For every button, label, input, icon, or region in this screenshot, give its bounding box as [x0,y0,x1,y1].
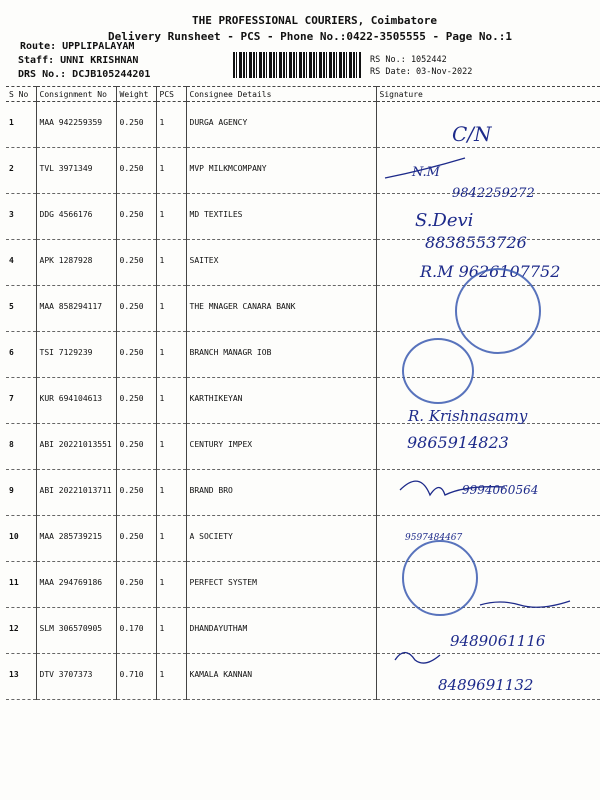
row-consignment: SLM 306570905 [36,608,116,654]
row-pcs: 1 [156,516,186,562]
row-pcs: 1 [156,470,186,516]
col-weight: Weight [116,87,156,102]
row-consignment: MAA 858294117 [36,286,116,332]
signature-8-phone: 9865914823 [407,433,509,452]
row-sno: 13 [6,654,36,700]
row-consignee: DHANDAYUTHAM [186,608,376,654]
row-weight: 0.250 [116,516,156,562]
row-consignment: MAA 285739215 [36,516,116,562]
row-consignment: MAA 942259359 [36,102,116,148]
row-weight: 0.250 [116,470,156,516]
row-sno: 3 [6,194,36,240]
row-pcs: 1 [156,424,186,470]
row-sno: 4 [6,240,36,286]
row-consignment: TVL 3971349 [36,148,116,194]
row-sno: 6 [6,332,36,378]
row-pcs: 1 [156,148,186,194]
signature-8-name: R. Krishnasamy [408,407,528,425]
row-consignment: DDG 4566176 [36,194,116,240]
staff-label: Staff: UNNI KRISHNAN [18,55,139,66]
row-pcs: 1 [156,608,186,654]
signature-stroke-13 [395,653,440,664]
row-consignee: A SOCIETY [186,516,376,562]
row-consignment: MAA 294769186 [36,562,116,608]
row-consignee: KARTHIKEYAN [186,378,376,424]
row-consignment: ABI 20221013711 [36,470,116,516]
rs-date: RS Date: 03-Nov-2022 [370,67,473,77]
row-consignment: APK 1287928 [36,240,116,286]
row-consignee: BRAND BRO [186,470,376,516]
col-signature: Signature [376,87,600,102]
rs-number: RS No.: 1052442 [370,55,447,65]
signature-stroke-2 [385,158,465,178]
iob-stamp-icon [402,338,474,404]
perfect-system-stamp-icon [402,540,478,616]
row-weight: 0.250 [116,286,156,332]
row-sno: 9 [6,470,36,516]
row-sno: 10 [6,516,36,562]
row-consignee: MVP MILKMCOMPANY [186,148,376,194]
row-weight: 0.170 [116,608,156,654]
row-consignee: CENTURY IMPEX [186,424,376,470]
route-label: Route: UPPLIPALAYAM [20,41,135,52]
row-pcs: 1 [156,654,186,700]
row-consignment: TSI 7129239 [36,332,116,378]
row-weight: 0.250 [116,332,156,378]
row-consignee: PERFECT SYSTEM [186,562,376,608]
row-pcs: 1 [156,240,186,286]
col-consignment: Consignment No [36,87,116,102]
signature-9-phone: 9994060564 [462,483,539,497]
row-consignment: KUR 694104613 [36,378,116,424]
row-pcs: 1 [156,286,186,332]
row-weight: 0.250 [116,424,156,470]
signature-stroke-12 [480,601,570,607]
row-consignee: THE MNAGER CANARA BANK [186,286,376,332]
signature-2-name: N.M [412,165,440,180]
row-consignee: SAITEX [186,240,376,286]
row-sno: 1 [6,102,36,148]
row-sno: 12 [6,608,36,654]
company-title: THE PROFESSIONAL COURIERS, Coimbatore [192,14,438,27]
signature-12-phone: 9489061116 [450,632,546,650]
row-sno: 2 [6,148,36,194]
row-weight: 0.250 [116,378,156,424]
row-pcs: 1 [156,332,186,378]
col-sno: S No [6,87,36,102]
row-weight: 0.250 [116,562,156,608]
row-consignment: DTV 3707373 [36,654,116,700]
row-consignee: DURGA AGENCY [186,102,376,148]
runsheet-title: Delivery Runsheet - PCS - Phone No.:0422-3505555 - Page No.:1 [108,30,512,43]
signature-1: C/N [452,122,492,146]
drs-number: DRS No.: DCJB105244201 [18,69,151,80]
signature-stroke-9 [400,481,505,495]
col-consignee: Consignee Details [186,87,376,102]
row-pcs: 1 [156,194,186,240]
row-consignment: ABI 20221013551 [36,424,116,470]
row-sno: 7 [6,378,36,424]
row-sno: 8 [6,424,36,470]
signature-3-phone: 8838553726 [425,233,527,252]
row-weight: 0.250 [116,102,156,148]
row-weight: 0.250 [116,194,156,240]
row-pcs: 1 [156,102,186,148]
signature-scribbles [380,100,600,720]
row-sno: 5 [6,286,36,332]
row-sno: 11 [6,562,36,608]
signature-3-name: S.Devi [415,210,474,231]
signature-4: R.M 9626107752 [420,262,561,281]
bank-stamp-icon [455,268,541,354]
row-pcs: 1 [156,378,186,424]
row-consignee: KAMALA KANNAN [186,654,376,700]
signature-2-phone: 9842259272 [452,186,535,201]
signature-10-phone: 9597484467 [405,533,463,543]
row-weight: 0.250 [116,148,156,194]
row-consignee: BRANCH MANAGR IOB [186,332,376,378]
row-weight: 0.710 [116,654,156,700]
row-consignee: MD TEXTILES [186,194,376,240]
barcode-image [233,52,361,78]
row-weight: 0.250 [116,240,156,286]
col-pcs: PCS [156,87,186,102]
row-pcs: 1 [156,562,186,608]
signature-13-phone: 8489691132 [438,676,534,694]
